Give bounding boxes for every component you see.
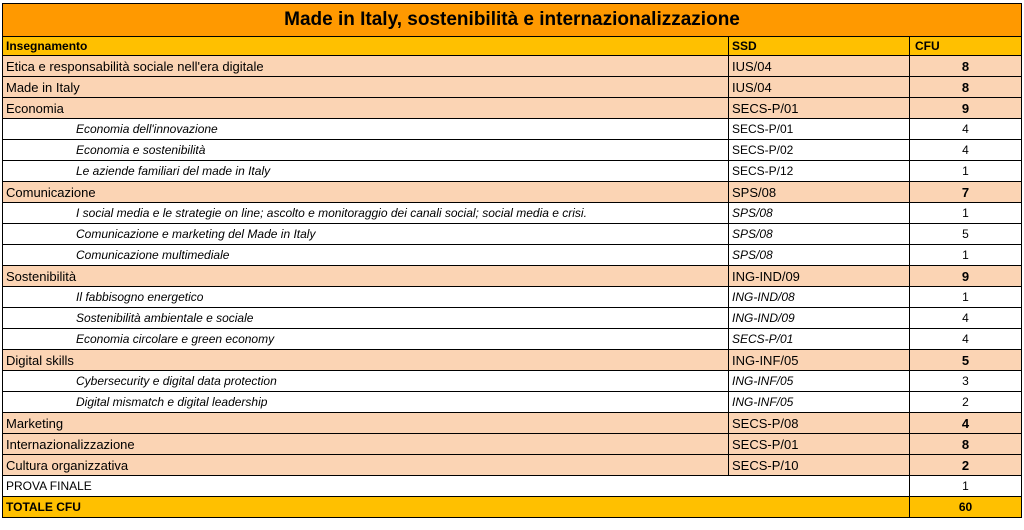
course-cfu: 9 bbox=[910, 266, 1022, 287]
module-cfu: 4 bbox=[910, 119, 1022, 140]
course-name: Internazionalizzazione bbox=[3, 434, 729, 455]
module-ssd: SPS/08 bbox=[729, 203, 910, 224]
course-row bbox=[3, 77, 1022, 98]
module-cfu: 1 bbox=[910, 203, 1022, 224]
course-ssd: SECS-P/10 bbox=[729, 455, 910, 476]
header-ssd: SSD bbox=[729, 37, 910, 56]
course-cfu: 2 bbox=[910, 455, 1022, 476]
module-cfu: 4 bbox=[910, 329, 1022, 350]
header-course: Insegnamento bbox=[3, 37, 729, 56]
module-name: Il fabbisogno energetico bbox=[3, 287, 729, 308]
course-ssd: IUS/04 bbox=[729, 77, 910, 98]
module-name: I social media e le strategie on line; ascolto e monitoraggio dei canali social; social media e crisi. bbox=[3, 203, 729, 224]
module-row bbox=[3, 329, 1022, 350]
course-name: Etica e responsabilità sociale nell'era digitale bbox=[3, 56, 729, 77]
course-ssd: SECS-P/08 bbox=[729, 413, 910, 434]
module-cfu: 1 bbox=[910, 161, 1022, 182]
module-cfu: 4 bbox=[910, 308, 1022, 329]
module-name: Economia circolare e green economy bbox=[3, 329, 729, 350]
course-cfu: 9 bbox=[910, 98, 1022, 119]
final-exam-cfu: 1 bbox=[910, 476, 1022, 497]
course-name: Economia bbox=[3, 98, 729, 119]
course-row bbox=[3, 413, 1022, 434]
module-ssd: SECS-P/12 bbox=[729, 161, 910, 182]
course-cfu: 8 bbox=[910, 434, 1022, 455]
module-ssd: ING-IND/09 bbox=[729, 308, 910, 329]
module-cfu: 3 bbox=[910, 371, 1022, 392]
curriculum-body bbox=[3, 4, 1022, 518]
module-ssd: SECS-P/01 bbox=[729, 329, 910, 350]
module-ssd: SPS/08 bbox=[729, 224, 910, 245]
course-row bbox=[3, 98, 1022, 119]
module-name: Economia e sostenibilità bbox=[3, 140, 729, 161]
module-cfu: 2 bbox=[910, 392, 1022, 413]
module-ssd: SECS-P/01 bbox=[729, 119, 910, 140]
course-row bbox=[3, 266, 1022, 287]
course-name: Digital skills bbox=[3, 350, 729, 371]
module-row bbox=[3, 119, 1022, 140]
module-name: Comunicazione e marketing del Made in Italy bbox=[3, 224, 729, 245]
module-name: Cybersecurity e digital data protection bbox=[3, 371, 729, 392]
header-cfu: CFU bbox=[910, 37, 1022, 56]
module-row bbox=[3, 224, 1022, 245]
course-row bbox=[3, 350, 1022, 371]
module-row bbox=[3, 308, 1022, 329]
module-row bbox=[3, 140, 1022, 161]
module-ssd: SPS/08 bbox=[729, 245, 910, 266]
course-row bbox=[3, 182, 1022, 203]
course-cfu: 4 bbox=[910, 413, 1022, 434]
course-ssd: ING-IND/09 bbox=[729, 266, 910, 287]
course-cfu: 8 bbox=[910, 56, 1022, 77]
course-row bbox=[3, 455, 1022, 476]
page-title: Made in Italy, sostenibilità e internazionalizzazione bbox=[3, 4, 1022, 37]
module-row bbox=[3, 287, 1022, 308]
module-name: Comunicazione multimediale bbox=[3, 245, 729, 266]
curriculum-table bbox=[2, 3, 1022, 518]
course-name: Comunicazione bbox=[3, 182, 729, 203]
total-label: TOTALE CFU bbox=[3, 497, 910, 518]
course-ssd: SECS-P/01 bbox=[729, 98, 910, 119]
module-name: Digital mismatch e digital leadership bbox=[3, 392, 729, 413]
course-name: Sostenibilità bbox=[3, 266, 729, 287]
module-ssd: ING-INF/05 bbox=[729, 371, 910, 392]
module-ssd: ING-INF/05 bbox=[729, 392, 910, 413]
module-name: Economia dell'innovazione bbox=[3, 119, 729, 140]
final-exam-row bbox=[3, 476, 1022, 497]
module-row bbox=[3, 371, 1022, 392]
module-cfu: 1 bbox=[910, 245, 1022, 266]
module-name: Sostenibilità ambientale e sociale bbox=[3, 308, 729, 329]
course-ssd: SPS/08 bbox=[729, 182, 910, 203]
course-cfu: 8 bbox=[910, 77, 1022, 98]
total-cfu: 60 bbox=[910, 497, 1022, 518]
module-row bbox=[3, 161, 1022, 182]
course-ssd: SECS-P/01 bbox=[729, 434, 910, 455]
module-cfu: 1 bbox=[910, 287, 1022, 308]
module-ssd: ING-IND/08 bbox=[729, 287, 910, 308]
title-row bbox=[3, 4, 1022, 37]
final-exam-label: PROVA FINALE bbox=[3, 476, 910, 497]
course-cfu: 5 bbox=[910, 350, 1022, 371]
course-name: Made in Italy bbox=[3, 77, 729, 98]
module-cfu: 5 bbox=[910, 224, 1022, 245]
course-row bbox=[3, 56, 1022, 77]
total-row bbox=[3, 497, 1022, 518]
module-cfu: 4 bbox=[910, 140, 1022, 161]
module-row bbox=[3, 245, 1022, 266]
course-ssd: IUS/04 bbox=[729, 56, 910, 77]
course-row bbox=[3, 434, 1022, 455]
course-name: Marketing bbox=[3, 413, 729, 434]
module-ssd: SECS-P/02 bbox=[729, 140, 910, 161]
course-cfu: 7 bbox=[910, 182, 1022, 203]
course-ssd: ING-INF/05 bbox=[729, 350, 910, 371]
course-name: Cultura organizzativa bbox=[3, 455, 729, 476]
module-row bbox=[3, 392, 1022, 413]
module-row bbox=[3, 203, 1022, 224]
module-name: Le aziende familiari del made in Italy bbox=[3, 161, 729, 182]
header-row bbox=[3, 37, 1022, 56]
